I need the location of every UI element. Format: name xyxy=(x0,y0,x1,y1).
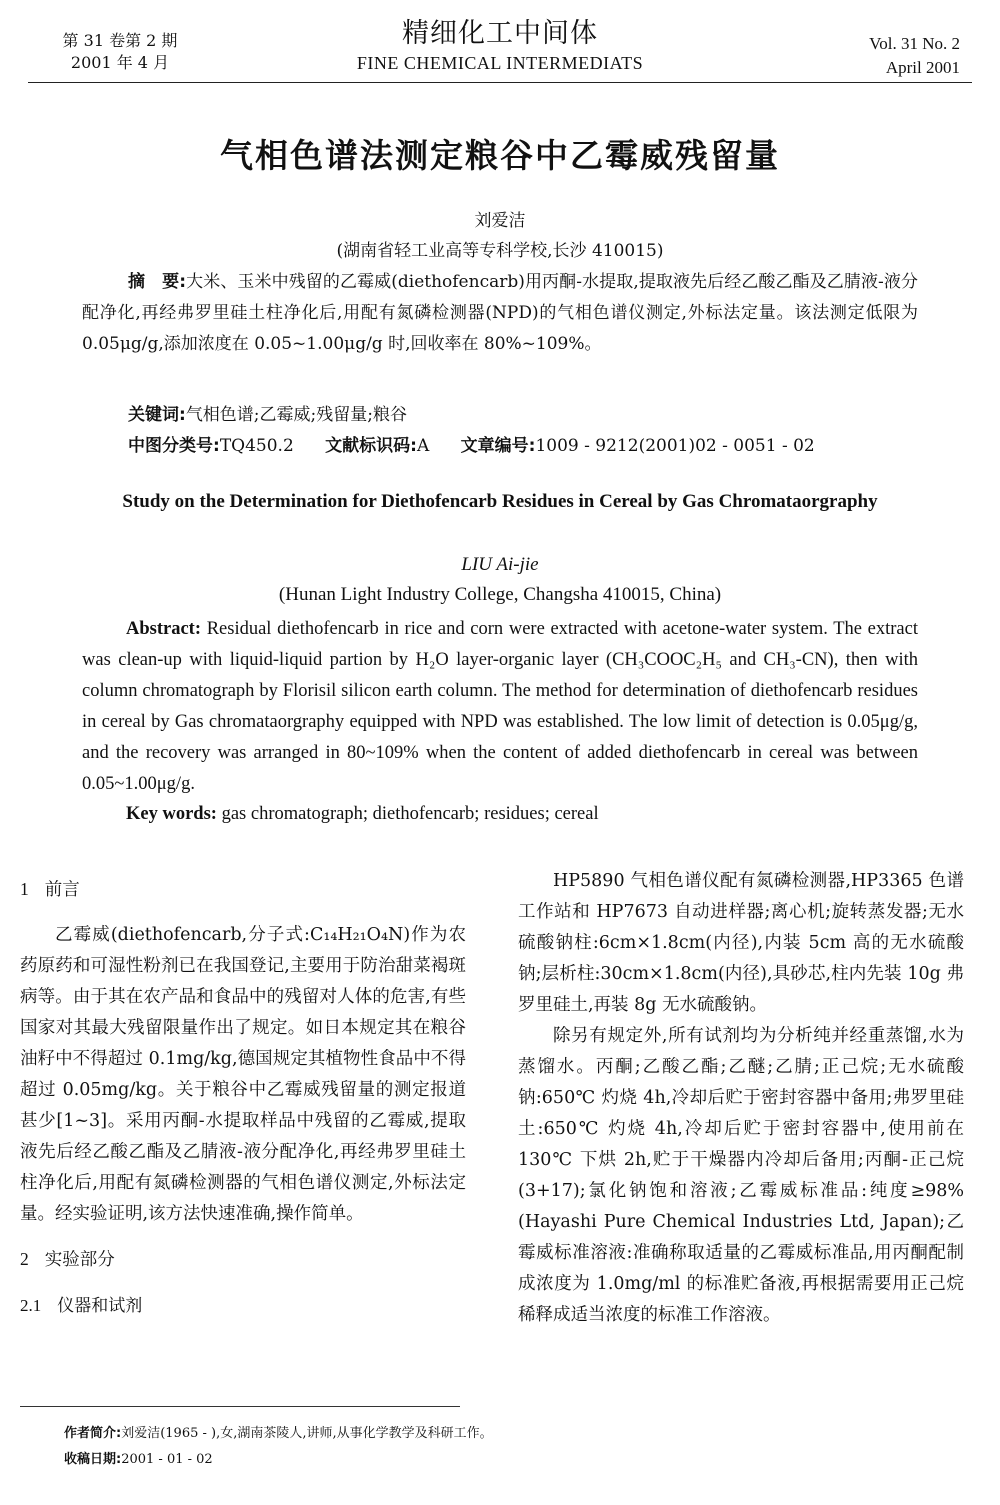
header-date-en: April 2001 xyxy=(885,58,960,77)
footnote-author-label: 作者简介: xyxy=(64,1426,122,1441)
section-number-experimental: 2 xyxy=(20,1249,29,1269)
article-number-label: 文章编号: xyxy=(460,436,536,456)
footnote-received-text: 2001 - 01 - 02 xyxy=(121,1452,213,1467)
keywords-zh-text: 气相色谱;乙霉威;残留量;粮谷 xyxy=(185,405,407,425)
keywords-zh-label: 关键词: xyxy=(128,405,186,425)
article-number-value: 1009 - 9212(2001)02 - 0051 - 02 xyxy=(535,436,815,456)
section-title-experimental: 实验部分 xyxy=(44,1250,115,1270)
header-issue-zh: 第 31 卷第 2 期 xyxy=(62,31,178,50)
paper-title-en: Study on the Determination for Diethofencarb Residues in Cereal by Gas Chromataorgraphy xyxy=(122,491,878,512)
footnote xyxy=(64,1421,944,1473)
header-journal xyxy=(300,16,700,74)
affiliation-zh: (湖南省轻工业高等专科学校,长沙 410015) xyxy=(336,241,664,261)
header-volume-en: Vol. 31 No. 2 xyxy=(869,34,960,53)
header-divider xyxy=(28,82,972,83)
clc-label: 中图分类号: xyxy=(128,436,220,456)
article-number xyxy=(461,436,815,456)
section-heading-intro xyxy=(20,874,466,906)
footnote-divider xyxy=(20,1406,460,1407)
abstract-zh-text: 大米、玉米中残留的乙霉威(diethofencarb)用丙酮-水提取,提取液先后经乙酸乙酯及乙腈液-液分配净化,再经弗罗里硅土柱净化后,用配有氮磷检测器(NPD)的气相色谱仪测定,外标法定量。该法测定低限为 0.05μg/g,添加浓度在 0.05~1.00μg/g 时,回收率在 80%~109%。 xyxy=(82,272,918,354)
subsection-number: 2.1 xyxy=(20,1296,42,1315)
abstract-zh-label: 摘 要: xyxy=(128,272,187,292)
footnote-received-label: 收稿日期: xyxy=(64,1452,122,1467)
abstract-en xyxy=(82,614,918,800)
reagents-paragraph: 除另有规定外,所有试剂均为分析纯并经重蒸馏,水为蒸馏水。丙酮;乙酸乙酯;乙醚;乙腈;正己烷;无水硫酸钠:650℃ 灼烧 4h,冷却后贮于密封容器中备用;弗罗里硅土:650℃ 灼烧 4h,冷却后贮于密封容器中,使用前在 130℃ 下烘 2h,贮于干燥器内冷却后备用;丙酮-正己烷(3+17);氯化钠饱和溶液;乙霉威标准品:纯度≥98%(Hayashi Pure Chemical Industries Ltd, Japan);乙霉威标准溶液:准确称取适量的乙霉威标准品,用丙酮配制成浓度为 1.0mg/ml 的标准贮备液,再根据需要用正己烷稀释成适当浓度的标准工作溶液。 xyxy=(518,1026,964,1325)
keywords-en xyxy=(126,799,916,830)
footnote-received-date xyxy=(64,1447,944,1473)
section-number-intro: 1 xyxy=(20,879,29,899)
journal-name-zh: 精细化工中间体 xyxy=(402,18,598,49)
classification-row xyxy=(128,431,928,462)
doc-code-label: 文献标识码: xyxy=(325,436,417,456)
author-en: LIU Ai-jie xyxy=(461,554,539,575)
footnote-author-text: 刘爱洁(1965 - ),女,湖南茶陵人,讲师,从事化学教学及科研工作。 xyxy=(121,1426,493,1441)
section-title-intro: 前言 xyxy=(44,880,80,900)
body-column-left xyxy=(20,866,466,1322)
clc-code xyxy=(128,436,294,456)
keywords-zh xyxy=(128,400,918,431)
intro-paragraph: 乙霉威(diethofencarb,分子式:C₁₄H₂₁O₄N)作为农药原药和可湿性粉剂已在我国登记,主要用于防治甜菜褐斑病等。由于其在农产品和食品中的残留对人体的危害,有些国家对其最大残留限量作出了规定。如日本规定其在粮谷油籽中不得超过 0.1mg/kg,德国规定其植物性食品中不得超过 0.05mg/kg。关于粮谷中乙霉威残留量的测定报道甚少[1~3]。采用丙酮-水提取样品中残留的乙霉威,提取液先后经乙酸乙酯及乙腈液-液分配净化,再经弗罗里硅土柱净化后,用配有氮磷检测器的气相色谱仪测定,外标法定量。经实验证明,该方法快速准确,操作简单。 xyxy=(20,925,466,1224)
header-issue-info xyxy=(40,30,200,74)
header-date-zh: 2001 年 4 月 xyxy=(70,53,170,72)
subsection-title: 仪器和试剂 xyxy=(57,1296,143,1316)
section-heading-experimental xyxy=(20,1244,466,1276)
journal-name-en: FINE CHEMICAL INTERMEDIATS xyxy=(356,53,644,73)
clc-value: TQ450.2 xyxy=(219,436,294,456)
body-column-right xyxy=(518,866,964,1331)
instruments-paragraph: HP5890 气相色谱仪配有氮磷检测器,HP3365 色谱工作站和 HP7673 自动进样器;离心机;旋转蒸发器;无水硫酸钠柱:6cm×1.8cm(内径),内装 5cm 高的无水硫酸钠;层析柱:30cm×1.8cm(内径),具砂芯,柱内先装 10g 弗罗里硅土,再装 8g 无水硫酸钠。 xyxy=(518,871,964,1015)
doc-code xyxy=(325,436,429,456)
affiliation-en: (Hunan Light Industry College, Changsha 410015, China) xyxy=(278,584,722,605)
header-volume-info xyxy=(800,32,960,80)
keywords-en-label: Key words: xyxy=(126,804,217,824)
keywords-en-text: gas chromatograph; diethofencarb; residues; cereal xyxy=(221,804,599,824)
abstract-en-text: Residual diethofencarb in rice and corn were extracted with acetone-water system. The extract was clean-up with liquid-liquid partion by H₂O layer-organic layer (CH₃COOC₂H₅ and CH₃-CN), then with column chromatograph by Florisil silicon earth column. The method for determination of diethofencarb residues in cereal by Gas chromataorgraphy equipped with NPD was established. The low limit of detection is 0.05μg/g, and the recovery was arranged in 80~109% when the content of added diethofencarb in cereal was between 0.05~1.00μg/g. xyxy=(82,619,918,794)
subsection-heading-instruments xyxy=(20,1290,466,1322)
abstract-en-label: Abstract: xyxy=(126,619,202,639)
abstract-zh xyxy=(82,267,918,360)
author-zh: 刘爱洁 xyxy=(474,211,526,231)
footnote-author-info xyxy=(64,1421,944,1447)
doc-code-value: A xyxy=(416,436,430,456)
paper-title-zh: 气相色谱法测定粮谷中乙霉威残留量 xyxy=(220,136,780,175)
